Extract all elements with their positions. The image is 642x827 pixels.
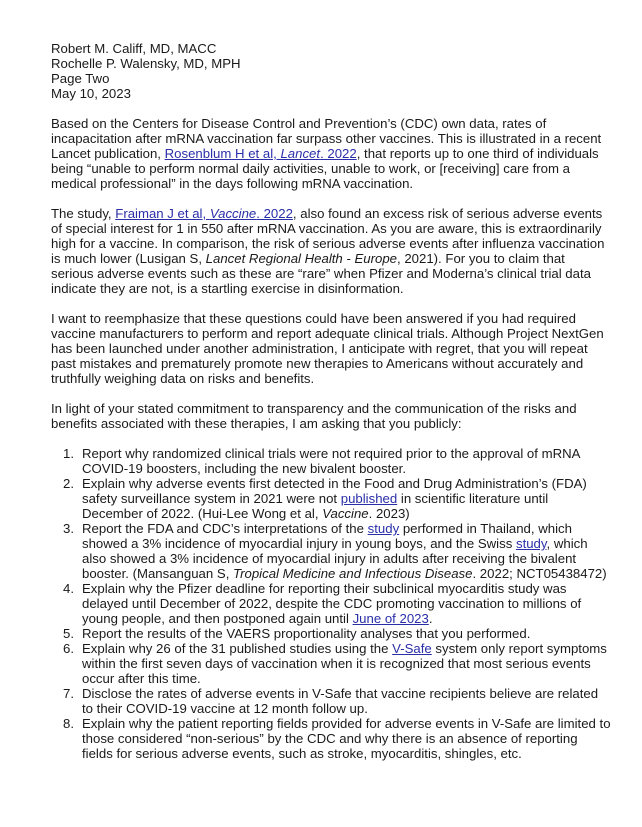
paragraph-request-intro: In light of your stated commitment to transparency and the communication of the risks and benefits associated with these therapies, I am asking that you publicly: <box>51 401 577 431</box>
link-thailand-study[interactable]: study <box>367 521 400 536</box>
list-item <box>51 686 611 716</box>
page-number: Page Two <box>51 71 110 86</box>
text: , 2021). For you to claim that serious adverse events such as these are “rare” when Pfizer and Moderna’s clinical trial data indicate they are not, is a startling exercise in disinformation. <box>51 251 591 296</box>
link-rosenblum[interactable] <box>165 146 357 161</box>
text: Report why randomized clinical trials were not required prior to the approval of mRNA COVID-19 boosters, including the new bivalent booster. <box>82 446 580 476</box>
text: Report the FDA and CDC’s interpretations of the <box>82 521 368 536</box>
list-item <box>51 716 611 761</box>
link-june-2023[interactable]: June of 2023 <box>352 611 429 626</box>
link-v-safe[interactable]: V-Safe <box>392 641 432 656</box>
text: Explain why the patient reporting fields provided for adverse events in V-Safe are limited to those considered “non-serious” by the CDC and why there is an absence of reporting fields for serious adverse events, such as stroke, myocarditis, shingles, etc. <box>82 716 611 761</box>
paragraph-cdc-data <box>51 116 611 191</box>
letter-page <box>51 41 611 761</box>
list-item <box>51 446 611 476</box>
list-number: 1. <box>63 446 74 461</box>
list-item <box>51 521 611 581</box>
list-number: 8. <box>63 716 74 731</box>
link-text: . 2022 <box>320 146 357 161</box>
text: system only report symptoms within the first seven days of vaccination when it is recognized that most serious events occur after this time. <box>82 641 607 686</box>
citation-italic: Tropical Medicine and Infectious Disease <box>233 566 473 581</box>
list-item <box>51 626 611 641</box>
text: in scientific literature until December of 2022. (Hui-Lee Wong et al, <box>82 491 549 521</box>
paragraph-fraiman-study <box>51 206 611 296</box>
recipient-2: Rochelle P. Walensky, MD, MPH <box>51 56 241 71</box>
request-list <box>51 446 611 761</box>
link-text: . 2022 <box>256 206 293 221</box>
list-number: 7. <box>63 686 74 701</box>
link-fraiman[interactable] <box>115 206 293 221</box>
text: The study, <box>51 206 116 221</box>
citation-italic: Vaccine <box>322 506 369 521</box>
text: , also found an excess risk of serious adverse events of special interest for 1 in 550 after mRNA vaccination. As you are aware, this is extraordinarily high for a vaccine. In comparison, the risk of serious adverse events after influenza vaccination is much lower (Lusigan S, <box>51 206 605 266</box>
text: . <box>428 611 433 626</box>
citation-italic: Lancet Regional Health - Europe <box>205 251 397 266</box>
link-text: Rosenblum H et al, <box>164 146 281 161</box>
recipient-1: Robert M. Califf, MD, MACC <box>51 41 217 56</box>
text: Report the results of the VAERS proportionality analyses that you performed. <box>82 626 531 641</box>
list-item <box>51 581 611 626</box>
text: . 2022; NCT05438472) <box>472 566 607 581</box>
letter-date: May 10, 2023 <box>51 86 131 101</box>
text: . 2023) <box>368 506 410 521</box>
text: , which also showed a 3% incidence of myocardial injury in adults after receiving the bivalent booster. (Mansanguan S, <box>82 536 588 581</box>
link-text-italic: Vaccine <box>209 206 257 221</box>
text: , that reports up to one third of individuals being “unable to perform normal daily activities, unable to work, or [receiving] care from a medical professional” in the days following mRNA vaccination. <box>51 146 599 191</box>
text: Explain why adverse events first detected in the Food and Drug Administration’s (FDA) safety surveillance system in 2021 were not <box>82 476 587 506</box>
list-number: 3. <box>63 521 74 536</box>
text: performed in Thailand, which showed a 3% incidence of myocardial injury in young boys, and the Swiss <box>82 521 572 551</box>
list-number: 5. <box>63 626 74 641</box>
text: Explain why 26 of the 31 published studies using the <box>82 641 393 656</box>
link-swiss-study[interactable]: study <box>515 536 547 551</box>
text: Disclose the rates of adverse events in V-Safe that vaccine recipients believe are related to their COVID-19 vaccine at 12 month follow up. <box>82 686 599 716</box>
link-published[interactable]: published <box>340 491 398 506</box>
letter-header <box>51 41 611 101</box>
text: Explain why the Pfizer deadline for reporting their subclinical myocarditis study was delayed until December of 2022, despite the CDC promoting vaccination to millions of young people, and then postponed again until <box>82 581 582 626</box>
link-text: Fraiman J et al, <box>115 206 210 221</box>
list-number: 4. <box>63 581 74 596</box>
list-item <box>51 476 611 521</box>
paragraph-reemphasize: I want to reemphasize that these questions could have been answered if you had required vaccine manufacturers to perform and report adequate clinical trials. Although Project NextGen has been launched under another administration, I anticipate with regret, that you will repeat past mistakes and prematurely promote new therapies to Americans without accurately and truthfully weighing data on risks and benefits. <box>51 311 604 386</box>
list-number: 2. <box>63 476 74 491</box>
text: Based on the Centers for Disease Control and Prevention’s (CDC) own data, rates of incapacitation after mRNA vaccination far surpass other vaccines. This is illustrated in a recent Lancet publication, <box>51 116 602 161</box>
link-text-italic: Lancet <box>280 146 321 161</box>
list-number: 6. <box>63 641 74 656</box>
list-item <box>51 641 611 686</box>
